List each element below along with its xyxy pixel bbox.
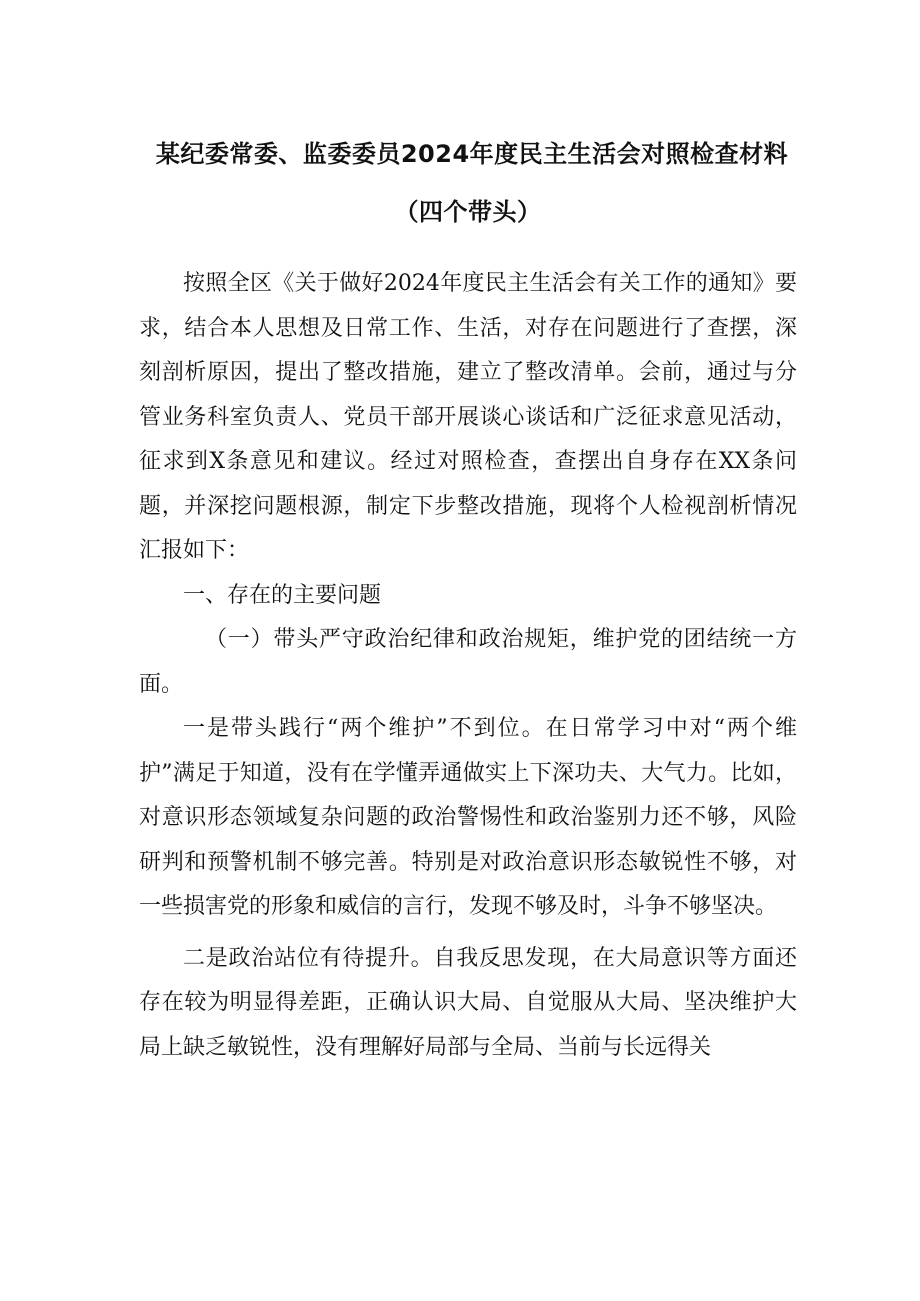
intro-paragraph: 按照全区《关于做好2024年度民主生活会有关工作的通知》要求，结合本人思想及日常工作、生活，对存在问题进行了查摆，深刻剖析原因，提出了整改措施，建立了整改清单。会前，通过与分管业务科室负责人、党员干部开展谈心谈话和广泛征求意见活动，征求到X条意见和建议。经过对照检查，查摆出自身存在XX条问题，并深挖问题根源，制定下步整改措施，现将个人检视剖析情况汇报如下：	[139, 271, 797, 563]
document-subtitle: （四个带头）	[394, 198, 542, 226]
document-title: 某纪委常委、监委委员2024年度民主生活会对照检查材料	[155, 140, 789, 168]
body-paragraph: 二是政治站位有待提升。自我反思发现，在大局意识等方面还存在较为明显得差距，正确认识大局、自觉服从大局、坚决维护大局上缺乏敏锐性，没有理解好局部与全局、当前与长远得关	[139, 945, 797, 1060]
document-body	[139, 262, 797, 1070]
subsection-heading: （一）带头严守政治纪律和政治规矩，维护党的团结统一方面。	[139, 627, 797, 697]
body-paragraph: 一是带头践行“两个维护”不到位。在日常学习中对“两个维护”满足于知道，没有在学懂弄通做实上下深功夫、大气力。比如，对意识形态领域复杂问题的政治警惕性和政治鉴别力还不够，风险研判和预警机制不够完善。特别是对政治意识形态敏锐性不够，对一些损害党的形象和威信的言行，发现不够及时，斗争不够坚决。	[139, 716, 797, 919]
section-heading: 一、存在的主要问题	[183, 582, 382, 608]
